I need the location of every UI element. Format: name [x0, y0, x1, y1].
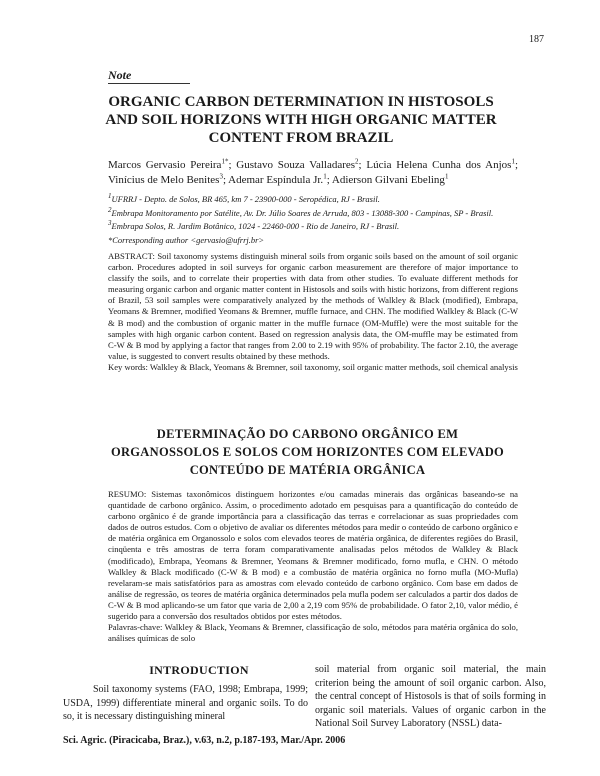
affiliation-item	[108, 205, 518, 220]
author-list	[108, 158, 518, 188]
author-separator: ;	[222, 174, 229, 186]
journal-footer: Sci. Agric. (Piracicaba, Braz.), v.63, n.2, p.187-193, Mar./Apr. 2006	[63, 735, 346, 746]
introduction-right-column: soil material from organic soil material, the main criterion being the amount of soil organic carbon. Also, the central concept of Histosols is that of soils forming in organic soil materials. Values of organic carbon in the National Soil Survey Laboratory (NSSL) data-	[315, 664, 546, 729]
resumo-keywords: Palavras-chave: Walkley & Black, Yeomans & Bremner, classificação de solo, métodos para matéria orgânica do solo, análises químicas de solo	[108, 622, 518, 644]
author-separator: ;	[514, 159, 518, 171]
author-name: Adierson Gilvani Ebeling	[331, 174, 445, 186]
author-name: Vinícius de Melo Benites	[108, 174, 220, 186]
author-separator: ;	[228, 159, 237, 171]
author-affiliation-mark: 3	[219, 172, 223, 181]
affiliations	[108, 194, 518, 248]
article-title: ORGANIC CARBON DETERMINATION IN HISTOSOLS AND SOIL HORIZONS WITH HIGH ORGANIC MATTER CONTENT FROM BRAZIL	[105, 94, 497, 146]
author-name: Gustavo Souza Valladares	[236, 159, 356, 171]
abstract	[108, 251, 518, 373]
affiliation-item	[108, 221, 518, 233]
corresponding-author	[108, 235, 518, 247]
author-affiliation-mark: 1	[323, 172, 327, 181]
author-separator: ;	[326, 174, 332, 186]
author-affiliation-mark: 2	[355, 157, 359, 166]
affiliation-text: UFRRJ - Depto. de Solos, BR 465, km 7 - 23900-000 - Seropédica, RJ - Brasil.	[111, 194, 380, 204]
resumo-text: RESUMO: Sistemas taxonômicos distinguem horizontes e/ou camadas minerais das orgânicas baseando-se na quantidade de carbono orgânico. Assim, o procedimento adotado em pesquisas para a quantificação do conteúdo de carbono orgânico é de grande importância para a classificação das terras e correlacionar as suas propriedades com dados de outros estudos. Com o objetivo de avaliar os diferentes métodos para medir o conteúdo de carbono orgânico e de matéria orgânica em Organossolo e solos com elevados teores de matéria orgânica, de diferentes regiões do Brasil, cinqüenta e três amostras de terra foram comparativamente analisadas pelos métodos de Walkley & Black (modificado), Embrapa, Yeomans & Bremner, Yeomans & Bremner modificado, forno mufla, e CHN. O método Walkley & Black modificado (C-W & B mod) e a combustão de matéria orgânica no forno mufla (MO-Mufla) revelaram-se mais satisfatórios para as amostras com elevado conteúdo de carbono orgânico. Com base em dados de análise de regressão, os teores de matéria orgânica determinados pela mufla podem ser calculados a partir dos dados de C-W & B mod aplicando-se um fator que varia de 2,00 a 2,19 com 95% de probabilidade. O fator 2,10, valor médio, é sugerido para a conversão dos resultados obtidos por estes métodos.	[108, 489, 518, 622]
corresponding-author-text: *Corresponding author <gervasio@ufrrj.br>	[108, 234, 265, 245]
page-number: 187	[529, 34, 544, 45]
affiliation-mark: 1	[108, 192, 112, 201]
author-name: Lúcia Helena Cunha dos Anjos	[366, 159, 512, 171]
author-separator: ;	[358, 159, 367, 171]
section-label-rule	[108, 83, 190, 84]
author-affiliation-mark: 1*	[221, 157, 229, 166]
introduction-left-column: Soil taxonomy systems (FAO, 1998; Embrapa, 1999; USDA, 1999) differentiate mineral and organic soils. To do so, it is necessary distinguishing mineral	[63, 684, 308, 722]
introduction-heading: INTRODUCTION	[149, 663, 249, 677]
resumo	[108, 489, 518, 644]
author-affiliation-mark: 1	[444, 172, 449, 181]
portuguese-title: DETERMINAÇÃO DO CARBONO ORGÂNICO EM ORGANOSSOLOS E SOLOS COM HORIZONTES COM ELEVADO CONTEÚDO DE MATÉRIA ORGÂNICA	[110, 427, 505, 477]
abstract-keywords: Key words: Walkley & Black, Yeomans & Bremner, soil taxonomy, soil organic matter methods, soil chemical analysis	[108, 361, 518, 372]
affiliation-item	[108, 194, 518, 206]
affiliation-text: Embrapa Solos, R. Jardim Botânico, 1024 - 22460-000 - Rio de Janeiro, RJ - Brasil.	[111, 221, 400, 231]
section-label: Note	[108, 68, 132, 82]
author-affiliation-mark: 1	[511, 157, 515, 166]
affiliation-mark: 2	[108, 205, 112, 214]
affiliation-mark: 3	[108, 219, 112, 228]
author-name: Marcos Gervasio Pereira	[108, 159, 222, 171]
author-name: Ademar Espíndula Jr.	[228, 174, 324, 186]
abstract-text: ABSTRACT: Soil taxonomy systems distinguish mineral soils from organic soils based on the amount of soil organic carbon. Procedures adopted in soil surveys for organic carbon measurement are therefore of major importance to classify the soils, and to correlate their properties with data from other studies. To evaluate different methods for measuring organic carbon and organic matter content in Histosols and soils with histic horizons, from different regions of Brazil, 53 soil samples were comparatively analyzed by the methods of Walkley & Black (modified), Embrapa, Yeomans & Bremner, modified Yeomans & Bremner, muffle furnace, and CHN. The modified Walkley & Black (C-W & B mod) and the combustion of organic matter in the muffle furnace (OM-Muffle) were the most suitable for the samples with high organic carbon content. Based on regression analysis data, the OM-muffle may be estimated from C-W & B mod by applying a factor that ranges from 2.00 to 2.19 with 95% of probability. The factor 2.10, the average value, is suggested to convert results obtained by these methods.	[108, 251, 518, 361]
affiliation-text: Embrapa Monitoramento por Satélite, Av. Dr. Júlio Soares de Arruda, 803 - 13088-300 - Campinas, SP - Brasil.	[111, 207, 494, 218]
